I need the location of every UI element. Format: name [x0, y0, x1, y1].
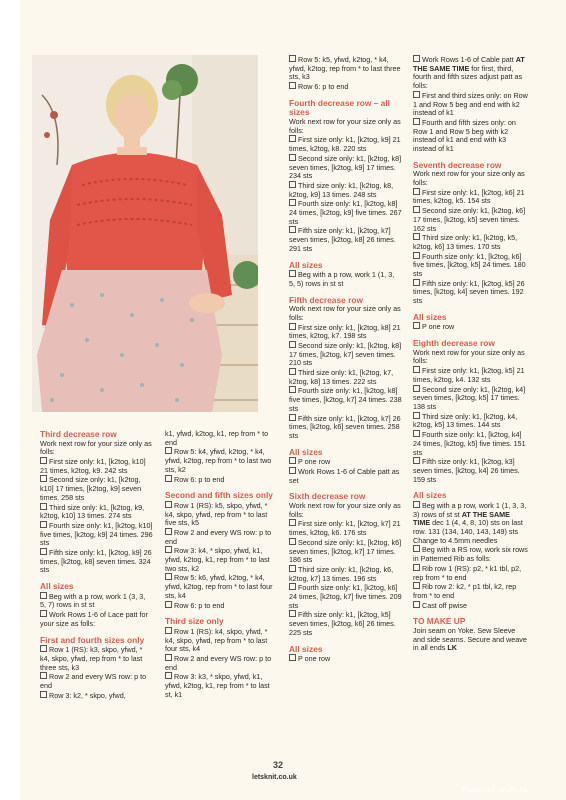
instruction-text: Third size only: k1, [k2tog, k6, k2tog, k7] 13 times. 196 sts	[289, 564, 394, 583]
checkbox-icon[interactable]	[413, 412, 420, 419]
checkbox-icon[interactable]	[165, 573, 172, 580]
checkbox-icon[interactable]	[40, 645, 47, 652]
instruction-text: Row 6: p to end	[298, 82, 349, 92]
instruction-text: Second size only: k1, [k2tog, k4] seven times, [k2tog, k5] 17 times. 138 sts	[413, 384, 526, 411]
checkbox-icon[interactable]	[289, 386, 296, 393]
instruction-block	[413, 339, 528, 484]
instruction-line	[165, 672, 278, 699]
instruction-line	[40, 592, 153, 610]
instruction-text: Work Rows 1-6 of Lace patt for your size as folls:	[40, 610, 148, 628]
instruction-text: Fifth size only: k1, [k2tog, k3] seven times, [k2tog, k4] 26 times. 159 sts	[413, 457, 520, 484]
checkbox-icon[interactable]	[40, 610, 47, 617]
instruction-line	[413, 412, 528, 430]
instruction-line	[165, 654, 278, 672]
instruction-text: Beg with a p row, work 1 (3, 3, 5, 7) rows in st st	[40, 591, 146, 610]
instruction-line	[289, 181, 402, 199]
instruction-text: Beg with a p row, work 1 (1, 3, 3, 3) rows of st st	[413, 500, 527, 519]
instruction-line	[289, 154, 402, 181]
checkbox-icon[interactable]	[413, 206, 420, 213]
instruction-line	[413, 601, 528, 611]
section-heading: Third size only	[165, 616, 224, 627]
checkbox-icon[interactable]	[289, 154, 296, 161]
checkbox-icon[interactable]	[289, 135, 296, 142]
section-heading: Sixth decrease row	[289, 491, 366, 502]
instruction-block	[40, 430, 153, 575]
instruction-line	[413, 385, 528, 412]
instruction-text: First size only: k1, [k2tog, k7] 21 times, k2tog, k6. 176 sts	[289, 519, 401, 538]
checkbox-icon[interactable]	[40, 592, 47, 599]
checkbox-icon[interactable]	[413, 385, 420, 392]
checkbox-icon[interactable]	[289, 55, 296, 62]
instruction-line	[165, 601, 278, 611]
instruction-line	[413, 457, 528, 484]
checkbox-icon[interactable]	[165, 654, 172, 661]
instruction-line	[165, 475, 278, 485]
instruction-line	[413, 501, 528, 537]
instruction-line	[413, 582, 528, 600]
instruction-line	[40, 645, 153, 672]
checkbox-icon[interactable]	[165, 546, 172, 553]
checkbox-icon[interactable]	[40, 691, 47, 698]
instruction-text: Fourth size only: k1, [k2tog, k6] five times, [k2tog, k5] 24 times. 180 sts	[413, 251, 526, 279]
instruction-text: First size only: k1, [k2tog, k6] 21 times, k2tog, k5. 154 sts	[413, 187, 525, 206]
section-heading: All sizes	[40, 581, 74, 592]
page-number: 32	[273, 760, 284, 770]
instruction-line	[289, 386, 402, 413]
instruction-text: Cast off pwise	[422, 600, 468, 610]
checkbox-icon[interactable]	[413, 601, 420, 608]
instruction-line	[413, 91, 528, 118]
emphasis-text: AT THE SAME TIME	[413, 55, 525, 73]
instruction-line	[289, 341, 402, 368]
model-photo	[32, 55, 258, 412]
instruction-line	[289, 467, 402, 485]
instruction-text: First size only: k1, [k2tog, k8] 21 times, k2tog, k7. 198 sts	[289, 322, 401, 341]
instruction-text: Work Rows 1-6 of Cable patt as set	[289, 466, 400, 485]
instruction-line	[413, 118, 528, 154]
instruction-text: Fourth and fifth sizes only: on Row 1 and Row 5 beg with k2 instead of k1 and end with k3 instead of k1	[413, 117, 516, 154]
instruction-block	[413, 617, 528, 653]
section-heading: All sizes	[289, 643, 323, 654]
instruction-block	[413, 55, 528, 154]
checkbox-icon[interactable]	[289, 323, 296, 330]
checkbox-icon[interactable]	[413, 55, 420, 62]
section-heading: First and fourth sizes only	[40, 634, 145, 645]
instruction-line	[413, 366, 528, 384]
instruction-text: Change to 4.5mm needles	[413, 535, 498, 545]
instruction-line	[40, 610, 153, 628]
instruction-line	[289, 270, 402, 288]
section-heading: Fourth decrease row – all sizes	[289, 97, 390, 118]
instruction-text: Fourth size only: k1, [k2tog, k8] five times, [k2tog, k7] 24 times. 238 sts	[289, 386, 402, 413]
checkbox-icon[interactable]	[40, 672, 47, 679]
instruction-line	[289, 654, 402, 664]
checkbox-icon[interactable]	[413, 118, 420, 125]
instruction-text: Third size only: k1, [k2tog, k7, k2tog, k8] 13 times. 222 sts	[289, 368, 394, 386]
instruction-line	[40, 503, 153, 521]
column-1	[40, 430, 153, 707]
instruction-text: Row 2 and every WS row: p to end	[165, 653, 272, 672]
instruction-line	[289, 610, 402, 637]
checkbox-icon[interactable]	[289, 181, 296, 188]
instruction-text: Join seam on Yoke. Sew Sleeve and side seams. Secure and weave in all ends	[413, 625, 527, 653]
instruction-line	[289, 305, 402, 322]
instruction-line	[413, 233, 528, 251]
checkbox-icon[interactable]	[40, 475, 47, 482]
checkbox-icon[interactable]	[289, 414, 296, 421]
site-url: letsknit.co.uk	[252, 774, 297, 781]
instruction-text: Beg with a p row, work 1 (1, 3, 5, 5) rows in st st	[289, 270, 395, 288]
column-4	[413, 55, 528, 660]
instruction-block	[289, 55, 402, 92]
checkbox-icon[interactable]	[289, 457, 296, 464]
instruction-line	[413, 188, 528, 206]
instruction-text: First size only: k1, [k2tog, k9] 21 times, k2tog, k8. 220 sts	[289, 135, 401, 154]
instruction-line	[413, 627, 528, 653]
checkbox-icon[interactable]	[289, 368, 296, 375]
instruction-line	[289, 414, 402, 441]
checkbox-icon[interactable]	[413, 501, 420, 508]
instruction-block	[165, 430, 278, 484]
instruction-text: Row 3: k4, * skpo, yfwd, k1, yfwd, k2tog, k1, rep from * to last two sts, k2	[165, 546, 270, 573]
instruction-line	[289, 55, 402, 82]
instruction-text: Fifth size only: k1, [k2tog, k7] 26 times, [k2tog, k6] seven times. 258 sts	[289, 413, 401, 440]
instruction-line	[165, 546, 278, 573]
checkbox-icon[interactable]	[289, 519, 296, 526]
instruction-text: Second size only: k1, [k2tog, k6] 17 times, [k2tog, k5] seven times. 162 sts	[413, 206, 526, 233]
instruction-text: First size only: k1, [k2tog, k5] 21 times, k2tog, k4. 132 sts	[413, 366, 525, 384]
checkbox-icon[interactable]	[413, 279, 420, 286]
instruction-text: Row 6: p to end	[174, 600, 225, 610]
instruction-line	[289, 457, 402, 467]
instruction-line	[413, 206, 528, 233]
checkbox-icon[interactable]	[165, 627, 172, 634]
instruction-text: Row 3: k2, * skpo, yfwd,	[49, 690, 126, 700]
instruction-block	[413, 161, 528, 306]
instruction-text: Third size only: k1, [k2tog, k9, k2tog, k10] 13 times. 274 sts	[40, 502, 145, 521]
instruction-text: Row 6: p to end	[174, 474, 225, 484]
instruction-text: First and third sizes only: on Row 1 and Row 5 beg and end with k2 instead of k1	[413, 90, 528, 118]
section-heading: Eighth decrease row	[413, 338, 495, 349]
watermark: PassionForum.ru	[462, 785, 528, 794]
instruction-text: Fifth size only: k1, [k2tog, k5] 26 times, [k2tog, k4] seven times. 192 sts	[413, 278, 525, 306]
instruction-line	[165, 573, 278, 600]
checkbox-icon[interactable]	[165, 447, 172, 454]
checkbox-icon[interactable]	[413, 545, 420, 552]
instruction-text: Work next row for your size only as folls:	[289, 304, 401, 322]
instruction-block	[289, 261, 402, 289]
checkbox-icon[interactable]	[289, 341, 296, 348]
section-heading: Second and fifth sizes only	[165, 490, 273, 501]
checkbox-icon[interactable]	[413, 322, 420, 329]
instruction-text: Row 5: k4, yfwd, k2tog, * k4, yfwd, k2tog, rep from * to last two sts, k2	[165, 447, 272, 474]
model-photo-illustration	[32, 55, 258, 412]
instruction-text: Work next row for your size only as folls:	[289, 117, 401, 135]
instruction-text: Row 2 and every WS row: p to end	[165, 527, 272, 546]
checkbox-icon[interactable]	[289, 610, 296, 617]
checkbox-icon[interactable]	[413, 430, 420, 437]
instruction-text: k1, yfwd, k2tog, k1, rep from * to end	[165, 429, 269, 447]
checkbox-icon[interactable]	[40, 521, 47, 528]
instruction-text: Row 3: k3, * skpo, yfwd, k1, yfwd, k2tog, k1, rep from * to last st, k1	[165, 672, 270, 699]
instruction-block	[413, 491, 528, 610]
checkbox-icon[interactable]	[289, 270, 296, 277]
instruction-line	[165, 447, 278, 474]
section-heading: Third decrease row	[40, 429, 117, 439]
instruction-line	[40, 475, 153, 502]
instruction-block	[413, 313, 528, 332]
instruction-text: P one row	[298, 457, 331, 467]
instruction-line	[289, 118, 402, 135]
column-3	[289, 55, 402, 671]
instruction-block	[40, 636, 153, 701]
instruction-line	[40, 440, 153, 457]
checkbox-icon[interactable]	[289, 467, 296, 474]
instruction-text: Rib row 1 (RS): p2, * k1 tbl, p2, rep from * to end	[413, 563, 522, 582]
checkbox-icon[interactable]	[40, 457, 47, 464]
instruction-line	[289, 519, 402, 537]
section-heading: All sizes	[413, 490, 447, 501]
instruction-line	[40, 691, 153, 701]
instruction-text: P one row	[298, 654, 331, 664]
instruction-text: Fifth size only: k1, [k2tog, k7] seven times, [k2tog, k8] 26 times. 291 sts	[289, 226, 396, 253]
instruction-block	[289, 645, 402, 664]
checkbox-icon[interactable]	[413, 233, 420, 240]
instruction-block	[289, 492, 402, 637]
instruction-line	[165, 501, 278, 528]
checkbox-icon[interactable]	[413, 564, 420, 571]
instruction-line	[413, 279, 528, 306]
section-heading: All sizes	[289, 259, 323, 270]
checkbox-icon[interactable]	[289, 565, 296, 572]
instruction-line	[413, 252, 528, 279]
checkbox-icon[interactable]	[413, 582, 420, 589]
instruction-line	[289, 82, 402, 92]
instruction-line	[413, 564, 528, 582]
checkbox-icon[interactable]	[165, 672, 172, 679]
instruction-line	[289, 368, 402, 386]
checkbox-icon[interactable]	[165, 501, 172, 508]
checkbox-icon[interactable]	[40, 548, 47, 555]
instruction-line	[40, 548, 153, 575]
instruction-text: Work Rows 1-6 of Cable patt	[422, 55, 516, 64]
instruction-text: dec 1 (4, 4, 8, 10) sts on last row. 131 (134, 140, 143, 149) sts	[413, 518, 523, 537]
checkbox-icon[interactable]	[165, 528, 172, 535]
instruction-text: Fifth size only: k1, [k2tog, k5] seven times, [k2tog, k6] 26 times. 225 sts	[289, 610, 396, 637]
instruction-line	[40, 457, 153, 475]
instruction-block	[165, 491, 278, 610]
instruction-line	[165, 430, 278, 447]
instruction-line	[289, 502, 402, 519]
checkbox-icon[interactable]	[413, 91, 420, 98]
instruction-line	[40, 672, 153, 690]
instruction-text: for first, third, fourth and fifth sizes adjust patt as folls:	[413, 63, 523, 91]
checkbox-icon[interactable]	[289, 226, 296, 233]
instruction-line	[413, 349, 528, 366]
instruction-text: Row 1 (RS): k5, skpo, yfwd, * k4, skpo, yfwd, rep from * to last five sts, k5	[165, 500, 268, 528]
instruction-line	[165, 528, 278, 546]
sign-off-text: LK	[447, 643, 457, 653]
instruction-block	[165, 617, 278, 699]
instruction-line	[289, 565, 402, 583]
section-heading: TO MAKE UP	[413, 616, 466, 627]
instruction-text: Work next row for your size only as folls:	[40, 438, 152, 457]
instruction-line	[413, 55, 528, 91]
instruction-line	[289, 583, 402, 610]
instruction-line	[289, 199, 402, 226]
checkbox-icon[interactable]	[289, 199, 296, 206]
checkbox-icon[interactable]	[413, 252, 420, 259]
instruction-text: Second size only: k1, [k2tog, k8] 17 times, [k2tog, k7] seven times. 210 sts	[289, 340, 402, 368]
instruction-text: Second size only: k1, [k2tog, k6] seven times, [k2tog, k7] 17 times. 186 sts	[289, 537, 402, 565]
checkbox-icon[interactable]	[40, 503, 47, 510]
instruction-text: Third size only: k1, [k2tog, k5, k2tog, k6] 13 times. 170 sts	[413, 233, 518, 251]
instruction-text: Beg with a RS row, work six rows in Patterned Rib as folls:	[413, 545, 528, 564]
checkbox-icon[interactable]	[289, 538, 296, 545]
section-heading: Fifth decrease row	[289, 294, 364, 305]
checkbox-icon[interactable]	[165, 475, 172, 482]
instruction-text: Row 1 (RS): k3, skpo, yfwd, * k4, skpo, yfwd, rep from * to last three sts, k3	[40, 645, 143, 672]
instruction-text: Second size only: k1, [k2tog, k8] seven times, [k2tog, k9] 17 times. 234 sts	[289, 153, 402, 181]
instruction-line	[289, 323, 402, 341]
column-2	[165, 430, 278, 706]
instruction-text: Fourth size only: k1, [k2tog, k4] 24 times, [k2tog, k5] five times. 151 sts	[413, 430, 526, 457]
instruction-text: P one row	[422, 322, 455, 332]
checkbox-icon[interactable]	[289, 583, 296, 590]
instruction-text: Row 2 and every WS row: p to end	[40, 672, 147, 690]
section-heading: Seventh decrease row	[413, 159, 502, 170]
instruction-line	[40, 521, 153, 548]
instruction-text: Fifth size only: k1, [k2tog, k9] 26 times, [k2tog, k8] seven times. 324 sts	[40, 548, 152, 575]
section-heading: All sizes	[413, 311, 447, 322]
instruction-line	[413, 430, 528, 457]
checkbox-icon[interactable]	[289, 654, 296, 661]
instruction-text: Third size only: k1, [k2tog, k8, k2tog, k9] 13 times. 248 sts	[289, 180, 394, 199]
instruction-line	[413, 170, 528, 187]
section-heading: All sizes	[289, 446, 323, 457]
instruction-line	[413, 545, 528, 563]
instruction-text: Third size only: k1, [k2tog, k4, k2tog, k5] 13 times. 144 sts	[413, 411, 518, 430]
emphasis-text: AT THE SAME TIME	[413, 509, 510, 528]
instruction-text: Fourth size only: k1, [k2tog, k8] 24 times, [k2tog, k9] five times. 267 sts	[289, 199, 402, 226]
instruction-text: Second size only: k1, [k2tog, k10] 17 times, [k2tog, k9] seven times. 258 sts	[40, 475, 142, 502]
instruction-text: Row 5: k5, yfwd, k2tog, * k4, yfwd, k2tog, rep from * to last three sts, k3	[289, 55, 401, 82]
instruction-block	[289, 448, 402, 486]
instruction-text: Row 1 (RS): k4, skpo, yfwd, * k4, skpo, yfwd, rep from * to last four sts, k4	[165, 626, 268, 654]
instruction-text: Work next row for your size only as folls:	[289, 500, 401, 519]
instruction-text: Fourth size only: k1, [k2tog, k6] 24 times, [k2tog, k7] five times. 209 sts	[289, 583, 402, 610]
instruction-text: First size only: k1, [k2tog, k10] 21 times, k2tog, k9. 242 sts	[40, 457, 146, 475]
instruction-block	[289, 99, 402, 254]
instruction-line	[289, 135, 402, 153]
checkbox-icon[interactable]	[289, 82, 296, 89]
instruction-line	[289, 226, 402, 253]
checkbox-icon[interactable]	[413, 457, 420, 464]
instruction-text: Row 5: k6, yfwd, k2tog, * k4, yfwd, k2tog, rep from * to last four sts, k4	[165, 573, 273, 600]
instruction-text: Rib row 2: k2, * p1 tbl, k2, rep from * to end	[413, 582, 517, 600]
instruction-block	[40, 582, 153, 628]
instruction-line	[413, 322, 528, 332]
instruction-block	[289, 296, 402, 441]
instruction-line	[165, 627, 278, 654]
instruction-text: Fourth size only: k1, [k2tog, k10] five times, [k2tog, k9] 24 times. 296 sts	[40, 520, 153, 548]
instruction-line	[413, 537, 528, 546]
instruction-text: Work next row for your size only as folls:	[413, 169, 525, 188]
checkbox-icon[interactable]	[165, 601, 172, 608]
checkbox-icon[interactable]	[413, 188, 420, 195]
instruction-line	[289, 538, 402, 565]
checkbox-icon[interactable]	[413, 366, 420, 373]
instruction-text: Work next row for your size only as folls:	[413, 347, 525, 366]
